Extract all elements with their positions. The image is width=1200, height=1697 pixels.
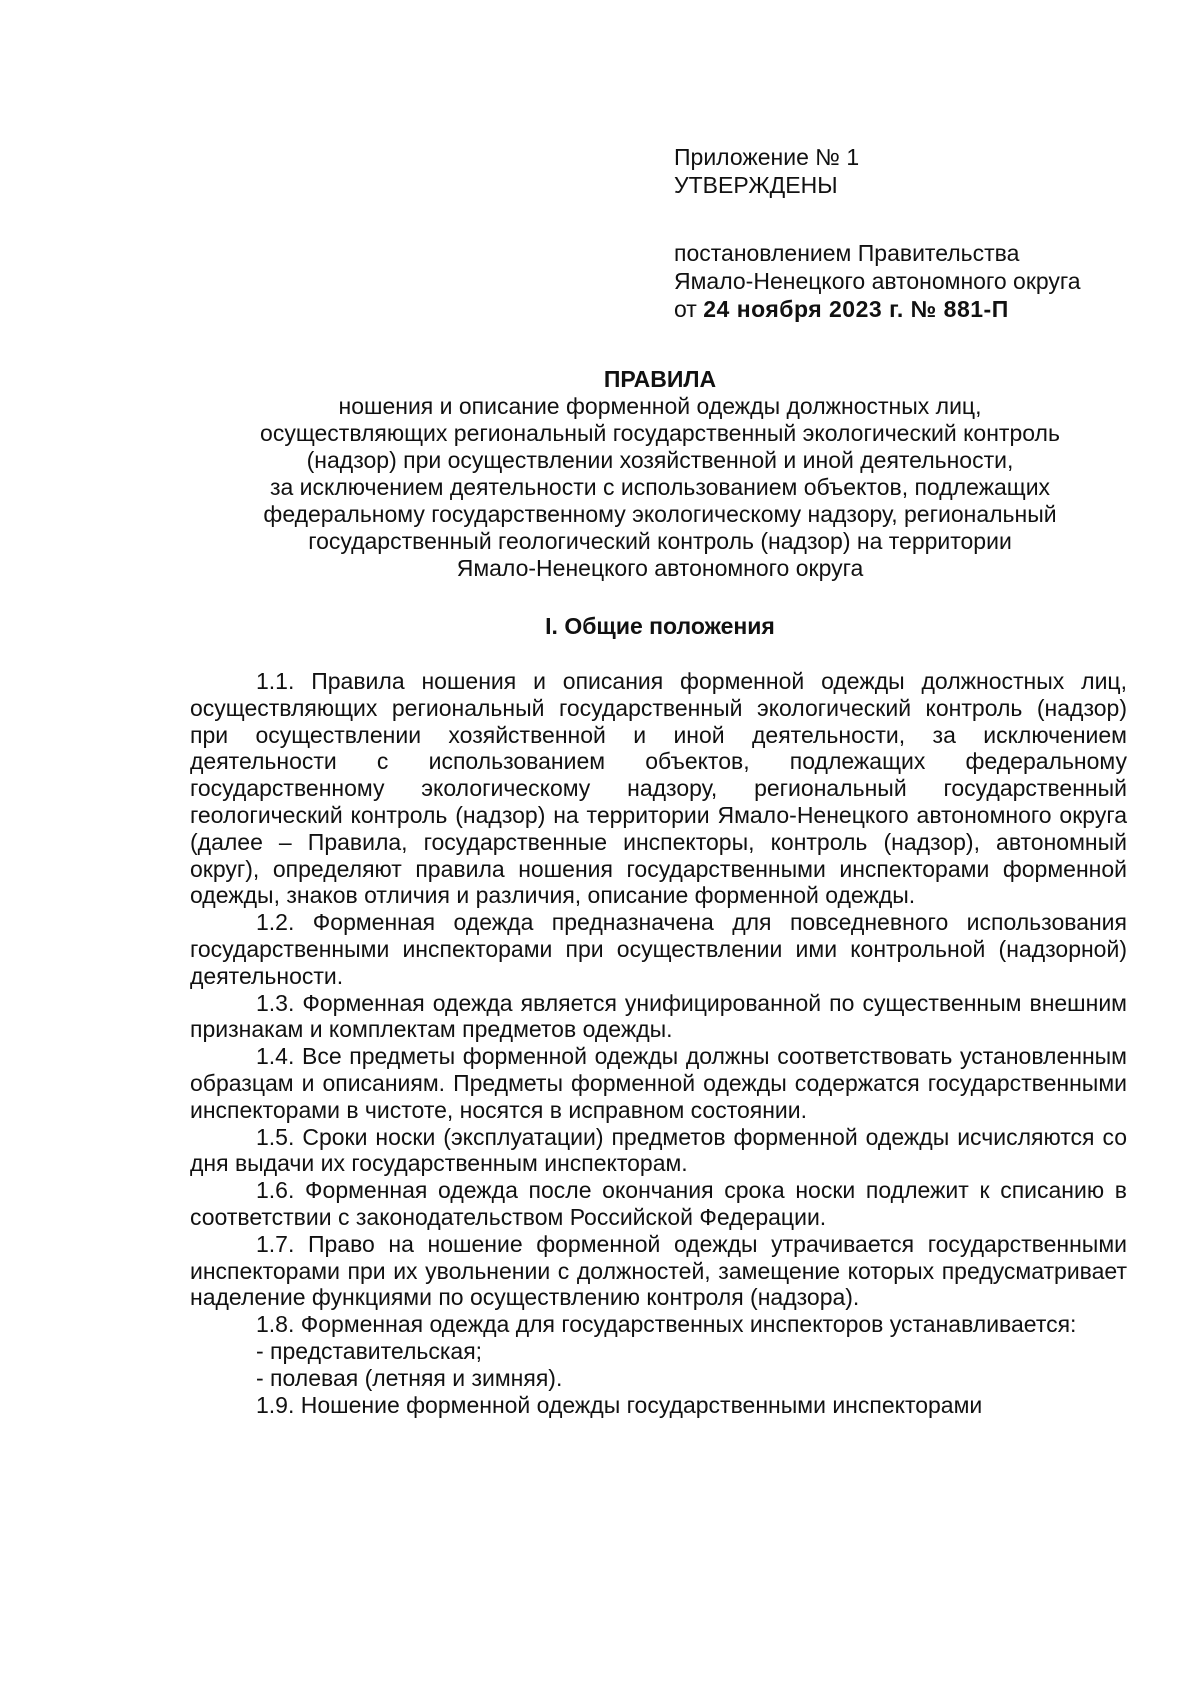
paragraph-1-1: 1.1. Правила ношения и описания форменной одежды должностных лиц, осуществляющих региональный государственный экологический контроль (надзор) при осуществлении хозяйственной и иной деятельности, за исключением деятельности с использованием объектов, подлежащих федеральному государственному экологическому надзору, региональный государственный геологический контроль (надзор) на территории Ямало-Ненецкого автономного округа (далее – Правила, государственные инспекторы, контроль (надзор), автономный округ), определяют правила ношения государственными инспекторами форменной одежды, знаков отличия и различия, описание форменной одежды. [190,668,1127,909]
section-heading: I. Общие положения [545,613,775,639]
approval-block [674,143,1174,323]
decree-date-line [674,295,1174,323]
title-line-3: (надзор) при осуществлении хозяйственной и иной деятельности, [306,447,1014,473]
paragraph-1-7: 1.7. Право на ношение форменной одежды утрачивается государственными инспекторами при их увольнении с должностей, замещение которых предусматривает наделение функциями по осуществлению контроля (надзора). [190,1230,1127,1311]
approval-gap [674,199,1174,239]
title-line-1: ношения и описание форменной одежды должностных лиц, [338,393,982,419]
paragraph-1-3: 1.3. Форменная одежда является унифицированной по существенным внешним признакам и комплектам предметов одежды. [190,989,1127,1043]
title-line-5: федеральному государственному экологическому надзору, региональный [263,501,1057,527]
title-line-6: государственный геологический контроль (надзор) на территории [308,528,1012,554]
document-body [190,668,1127,1418]
paragraph-1-2: 1.2. Форменная одежда предназначена для повседневного использования государственными инспекторами при осуществлении ими контрольной (надзорной) деятельности. [190,909,1127,989]
document-title-block [190,366,1130,582]
decree-line-1: постановлением Правительства [674,240,1020,266]
list-item-representative: - представительская; [256,1337,483,1364]
paragraph-1-5: 1.5. Сроки носки (эксплуатации) предметов форменной одежды исчисляются со дня выдачи их государственным инспекторам. [190,1123,1127,1177]
appendix-label: Приложение № 1 [674,144,860,170]
paragraph-1-9: 1.9. Ношение форменной одежды государственными инспекторами [256,1391,983,1418]
decree-date-value: 24 ноября 2023 г. № 881-П [703,296,1009,322]
document-title: ПРАВИЛА [603,366,717,392]
title-line-4: за исключением деятельности с использованием объектов, подлежащих [269,474,1051,500]
approved-label: УТВЕРЖДЕНЫ [674,172,838,198]
decree-date-prefix: от [674,296,704,322]
paragraph-1-6: 1.6. Форменная одежда после окончания срока носки подлежит к списанию в соответствии с законодательством Российской Федерации. [190,1177,1127,1230]
list-item-field: - полевая (летняя и зимняя). [256,1364,563,1391]
paragraph-1-8: 1.8. Форменная одежда для государственных инспекторов устанавливается: [256,1311,1077,1338]
paragraph-1-4: 1.4. Все предметы форменной одежды должны соответствовать установленным образцам и описаниям. Предметы форменной одежды содержатся государственными инспекторами в чистоте, носятся в исправном состоянии. [190,1043,1127,1123]
title-line-7: Ямало-Ненецкого автономного округа [456,555,864,581]
decree-line-2: Ямало-Ненецкого автономного округа [674,268,1081,294]
title-line-2: осуществляющих региональный государственный экологический контроль [260,420,1060,446]
